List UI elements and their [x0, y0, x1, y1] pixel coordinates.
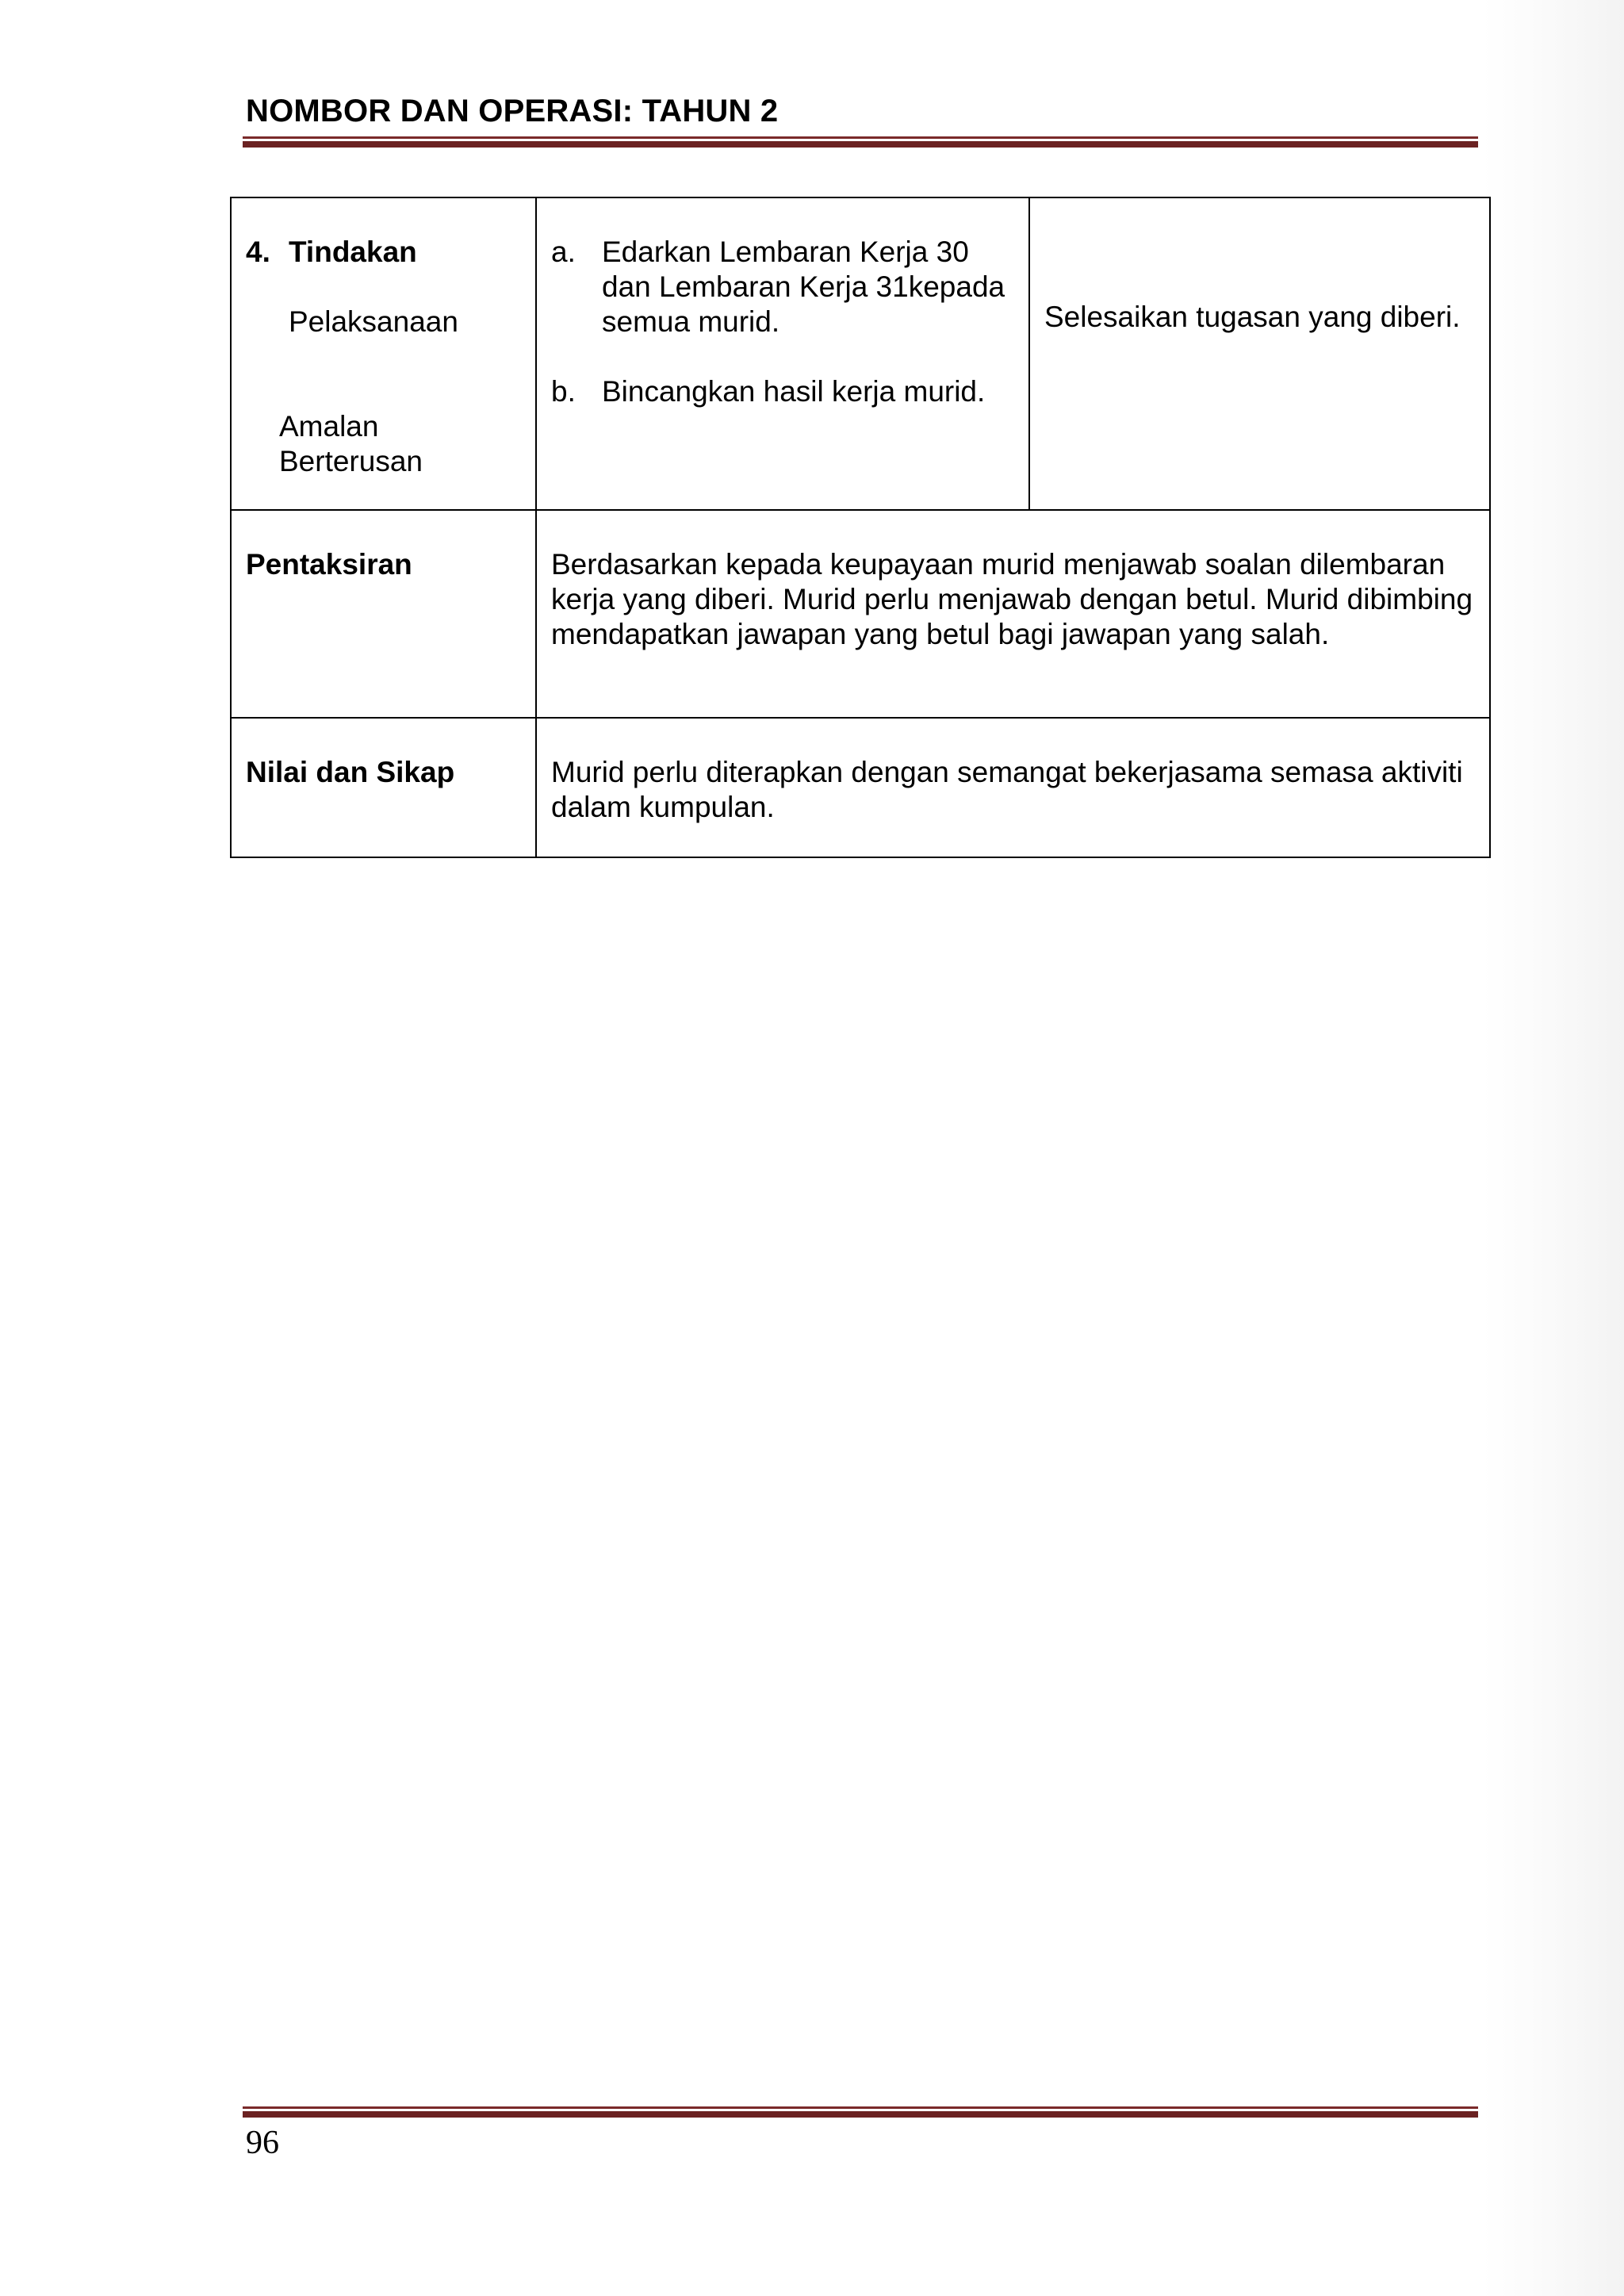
row-text: Murid perlu diterapkan dengan semangat bekerjasama semasa aktiviti dalam kumpulan. — [551, 756, 1463, 823]
list-item — [551, 374, 1014, 409]
row-label: Nilai dan Sikap — [246, 756, 455, 788]
table-row-nilai — [231, 718, 1490, 857]
list-text: Bincangkan hasil kerja murid. — [602, 375, 986, 408]
murid-response: Selesaikan tugasan yang diberi. — [1044, 301, 1461, 333]
stage-heading — [246, 235, 521, 270]
label-cell — [231, 718, 536, 857]
table-row-tindakan — [231, 197, 1490, 510]
row-text: Berdasarkan kepada keupayaan murid menjawab soalan dilembaran kerja yang diberi. Murid perlu menjawab dengan betul. Murid dibimbing mendapatkan jawapan yang betul bagi jawapan yang salah. — [551, 548, 1473, 650]
activity-cell — [536, 197, 1029, 510]
content-cell — [536, 510, 1490, 718]
list-text: Edarkan Lembaran Kerja 30 dan Lembaran Kerja 31kepada semua murid. — [602, 236, 1005, 338]
stage-sub-pelaksanaan: Pelaksanaan — [289, 305, 458, 338]
page-edge-shade — [1481, 0, 1624, 2296]
label-cell — [231, 510, 536, 718]
header-rule — [243, 136, 1478, 148]
list-marker: b. — [551, 375, 576, 408]
list-marker: a. — [551, 236, 576, 268]
stage-cell — [231, 197, 536, 510]
page-title: NOMBOR DAN OPERASI: TAHUN 2 — [246, 94, 779, 128]
stage-number: 4. — [246, 236, 270, 268]
list-item — [551, 235, 1014, 339]
lesson-plan-table — [230, 197, 1491, 858]
stage-sub-amalan: Amalan Berterusan — [279, 410, 423, 477]
row-label: Pentaksiran — [246, 548, 412, 581]
stage-title: Tindakan — [289, 236, 417, 268]
page-number: 96 — [246, 2125, 279, 2161]
murid-cell — [1029, 197, 1490, 510]
footer-rule — [243, 2106, 1478, 2118]
content-cell — [536, 718, 1490, 857]
table-row-pentaksiran — [231, 510, 1490, 718]
